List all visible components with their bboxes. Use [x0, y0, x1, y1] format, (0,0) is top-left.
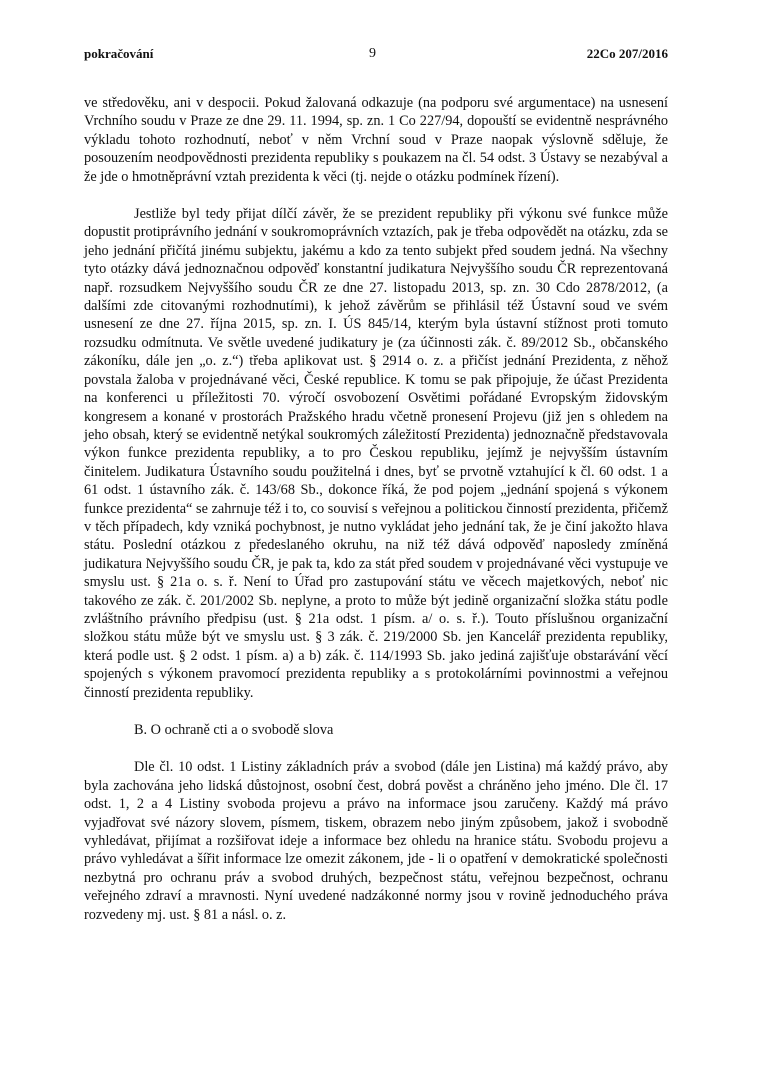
section-heading: B. O ochraně cti a o svobodě slova	[134, 722, 334, 738]
paragraph-presidential-liability: Jestliže byl tedy přijat dílčí závěr, že se prezident republiky při výkonu své funkce může dopustit protiprávního jednání v soukromoprávních vztazích, pak je třeba odpovědět na otázku, zda se jeho jednání přičítá jinému subjektu, jakému a kdo za tento subjekt před soudem jedná. Na všechny tyto otázky dává jednoznačnou odpověď konstantní judikatura Nejvyššího soudu ČR reprezentovaná např. rozsudkem Nejvyššího soudu ČR ze dne 27. listopadu 2013, sp. zn. 30 Cdo 2878/2012, (a dalšími zde citovanými rozhodnutími), k jehož závěrům se přihlásil též Ústavní soud ve svém usnesení ze dne 27. října 2015, sp. zn. I. ÚS 845/14, kterým byla ústavní stížnost proti tomuto rozsudku odmítnuta. Ve světle uvedené judikatury je (za účinnosti zák. č. 89/2012 Sb., občanského zákoníku, dále jen „o. z.“) třeba aplikovat ust. § 2914 o. z. a přičíst jednání Prezidenta, z něhož povstala žaloba v projednávané věci, České republice. K tomu se pak připojuje, že účast Prezidenta na konferenci u příležitosti 70. výročí osvobození Osvětimi pořádané Evropským židovským kongresem a konané v prostorách Pražského hradu včetně pronesení Projevu (již jen s ohledem na jeho obsah, který se evidentně netýkal soukromých záležitostí Prezidenta) jednoznačně představovala výkon funkce prezidenta republiky, a to pro Českou republiku, jejímž je nejvyšším ústavním činitelem. Judikatura Ústavního soudu použitelná i dnes, byť se prvotně vztahující k čl. 60 odst. 1 a 61 odst. 1 ústavního zák. č. 143/68 Sb., dokonce říká, že pod pojem „jednání spojená s výkonem funkce prezidenta“ se zahrnuje též i to, co souvisí s veřejnou a politickou činností prezidenta, přičemž v těch případech, kdy vzniká pochybnost, je nutno vykládat jeho jednání tak, že je činí jakožto hlava státu. Poslední otázkou z předeslaného okruhu, na niž též dává odpověď naposledy zmíněná judikatura Nejvyššího soudu ČR, je pak ta, kdo za stát před soudem v projednávané věci vystupuje ve smyslu ust. § 21a o. s. ř. Není to Úřad pro zastupování státu ve věcech majetkových, neboť nic takového ze zák. č. 201/2002 Sb. neplyne, a proto to může být jedině organizační složka státu podle zvláštního právního předpisu (ust. § 21a odst. 1 písm. a/ o. s. ř.). Touto příslušnou organizační složkou státu může být ve smyslu ust. § 3 zák. č. 219/2000 Sb. jen Kancelář prezidenta republiky, která podle ust. § 2 odst. 1 písm. a) a b) zák. č. 114/1993 Sb. jako jediná zajišťuje obstarávání věcí spojených s výkonem pravomocí prezidenta republiky a s protokolárními povinnostmi a veřejnou činností prezidenta republiky.	[84, 206, 669, 701]
document-body	[84, 94, 668, 943]
page-header	[84, 46, 668, 66]
continuation-label: pokračování	[84, 46, 154, 61]
paragraph-continuation: ve středověku, ani v despocii. Pokud žalovaná odkazuje (na podporu své argumentace) na usnesení Vrchního soudu v Praze ze dne 29. 11. 1994, sp. zn. 1 Co 227/94, dopouští se evidentně nesprávného výkladu tohoto rozhodnutí, neboť v něm Vrchní soud v Praze naopak výslovně sděluje, že posouzením neodpovědnosti prezidenta republiky s poukazem na čl. 54 odst. 3 Ústavy se nezabýval a že jde o hmotněprávní vztah prezidenta k věci (tj. nejde o otázku podmínek řízení).	[84, 95, 668, 185]
page-number: 9	[369, 46, 376, 61]
case-number: 22Co 207/2016	[586, 46, 668, 61]
paragraph-freedom-of-speech: Dle čl. 10 odst. 1 Listiny základních práv a svobod (dále jen Listina) má každý právo, aby byla zachována jeho lidská důstojnost, osobní čest, dobrá pověst a chráněno jeho jméno. Dle čl. 17 odst. 1, 2 a 4 Listiny svoboda projevu a právo na informace jsou zaručeny. Každý má právo vyjadřovat své názory slovem, písmem, tiskem, obrazem nebo jiným způsobem, jakož i svobodně vyhledávat, přijímat a rozšiřovat ideje a informace bez ohledu na hranice státu. Svobodu projevu a právo vyhledávat a šířit informace lze omezit zákonem, jde - li o opatření v demokratické společnosti nezbytná pro ochranu práv a svobod druhých, bezpečnost státu, veřejnou bezpečnost, ochranu veřejného zdraví a mravnosti. Nyní uvedené nadzákonné normy jsou v rovině jednoduchého práva rozvedeny mj. ust. § 81 a násl. o. z.	[84, 759, 668, 923]
